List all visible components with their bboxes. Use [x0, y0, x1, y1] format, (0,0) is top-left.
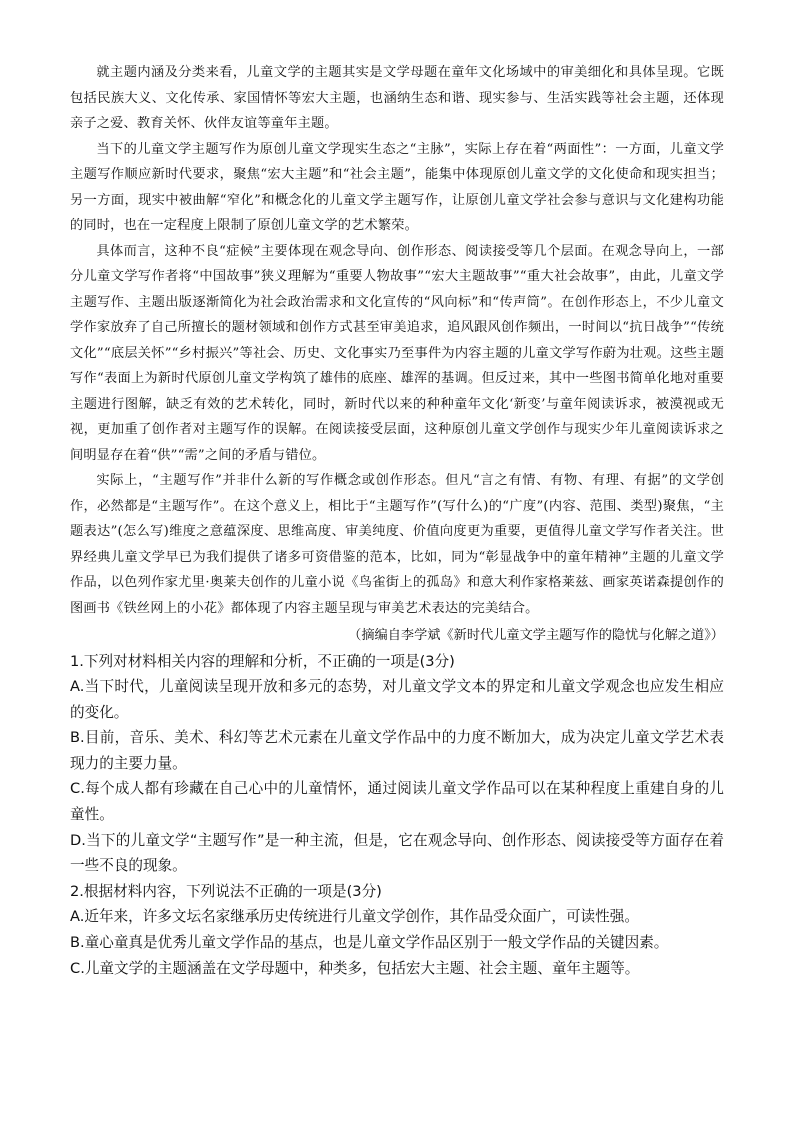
document-page [70, 60, 724, 981]
question-2-option-b: B.童心童真是优秀儿童文学作品的基点，也是儿童文学作品区别于一般文学作品的关键因素。 [70, 934, 669, 952]
question-1 [70, 649, 724, 879]
passage-paragraph-2: 当下的儿童文学主题写作为原创儿童文学现实生态之“主脉”，实际上存在着“两面性”：一方面，儿童文学主题写作顺应新时代要求，聚焦“宏大主题”和“社会主题”，能集中体现原创儿童文学的文化使命和现实担当；另一方面，现实中被曲解“窄化”和概念化的儿童文学主题写作，让原创儿童文学社会参与意识与文化建构功能的同时，也在一定程度上限制了原创儿童文学的艺术繁荣。 [70, 141, 724, 233]
question-2-stem: 2.根据材料内容，下列说法不正确的一项是(3分) [70, 882, 382, 900]
reading-passage [70, 60, 724, 649]
passage-paragraph-1: 就主题内涵及分类来看，儿童文学的主题其实是文学母题在童年文化场域中的审美细化和具体呈现。它既包括民族大义、文化传承、家国情怀等宏大主题，也涵纳生态和谐、现实参与、生活实践等社会主题，还体现亲子之爱、教育关怀、伙伴友谊等童年主题。 [70, 65, 724, 131]
question-2-option-a: A.近年来，许多文坛名家继承历史传统进行儿童文学创作，其作品受众面广，可读性强。 [70, 908, 639, 926]
question-1-option-a: A.当下时代，儿童阅读呈现开放和多元的态势，对儿童文学文本的界定和儿童文学观念也应发生相应的变化。 [70, 678, 724, 721]
question-1-stem: 1.下列对材料相关内容的理解和分析，不正确的一项是(3分) [70, 652, 455, 670]
question-2 [70, 879, 724, 981]
question-list [70, 649, 724, 982]
passage-paragraph-3: 具体而言，这种不良“症候”主要体现在观念导向、创作形态、阅读接受等几个层面。在观念导向上，一部分儿童文学写作者将“中国故事”狭义理解为“重要人物故事”“宏大主题故事”“重大社会故事”，由此，儿童文学主题写作、主题出版逐渐简化为社会政治需求和文化宣传的“风向标”和“传声筒”。在创作形态上，不少儿童文学作家放弃了自己所擅长的题材领域和创作方式甚至审美追求，追风跟风创作频出，一时间以“抗日战争”“传统文化”“底层关怀”“乡村振兴”等社会、历史、文化事实乃至事件为内容主题的儿童文学写作蔚为壮观。这些主题写作“表面上为新时代原创儿童文学构筑了雄伟的底座、雄浑的基调。但反过来，其中一些图书简单化地对重要主题进行图解，缺乏有效的艺术转化，同时，新时代以来的种种童年文化‘新变’与童年阅读诉求，被漠视或无视，更加重了创作者对主题写作的误解。在阅读接受层面，这种原创儿童文学创作与现实少年儿童阅读诉求之间明显存在着“供”“需”之间的矛盾与错位。 [70, 243, 724, 463]
question-1-option-d: D.当下的儿童文学“主题写作”是一种主流，但是，它在观念导向、创作形态、阅读接受等方面存在着一些不良的现象。 [70, 831, 724, 875]
passage-paragraph-4: 实际上，“主题写作”并非什么新的写作概念或创作形态。但凡“言之有情、有物、有理、有据”的文学创作，必然都是“主题写作”。在这个意义上，相比于“主题写作”(写什么)的“广度”(内容、范围、类型)聚焦，“主题表达”(怎么写)维度之意蕴深度、思维高度、审美纯度、价值向度更为重要，更值得儿童文学写作者关注。世界经典儿童文学早已为我们提供了诸多可资借鉴的范本，比如，同为“彰显战争中的童年精神”主题的儿童文学作品，以色列作家尤里·奥莱夫创作的儿童小说《鸟雀街上的孤岛》和意大利作家格莱兹、画家英诺森提创作的图画书《铁丝网上的小花》都体现了内容主题呈现与审美艺术表达的完美结合。 [70, 473, 724, 616]
question-1-option-b: B.目前，音乐、美术、科幻等艺术元素在儿童文学作品中的力度不断加大，成为决定儿童文学艺术表现力的主要力量。 [70, 729, 724, 772]
passage-source: （摘编自李学斌《新时代儿童文学主题写作的隐忧与化解之道》） [348, 628, 724, 643]
question-1-option-c: C.每个成人都有珍藏在自己心中的儿童情怀，通过阅读儿童文学作品可以在某种程度上重建自身的儿童性。 [70, 780, 724, 824]
question-2-option-c: C.儿童文学的主题涵盖在文学母题中，种类多，包括宏大主题、社会主题、童年主题等。 [70, 959, 640, 977]
